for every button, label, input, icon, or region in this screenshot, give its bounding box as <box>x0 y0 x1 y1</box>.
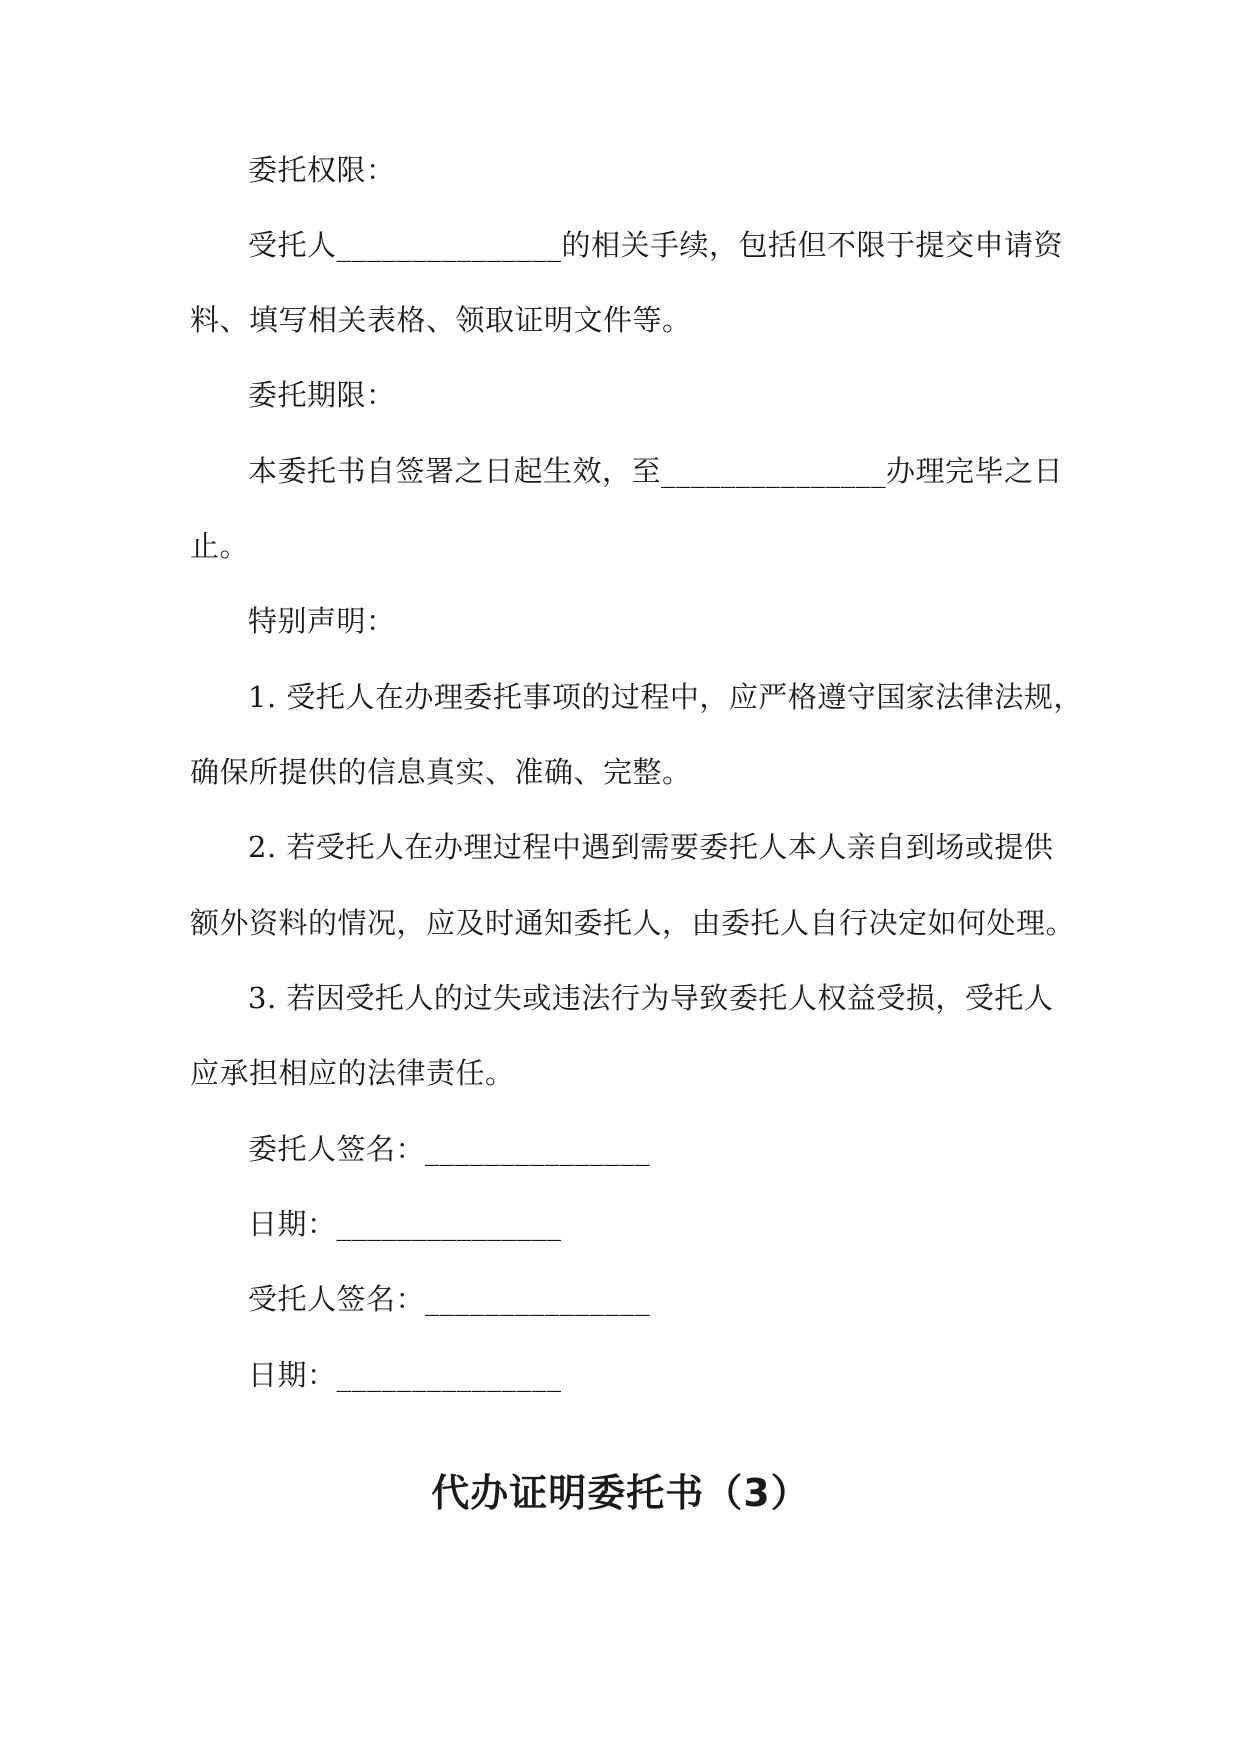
next-document-title: 代办证明委托书（3） <box>431 1471 810 1515</box>
agent-date-line: 日期：_______________ <box>248 1358 562 1392</box>
authority-heading: 委托权限： <box>248 153 396 187</box>
statement-item3-line2: 应承担相应的法律责任。 <box>190 1056 515 1090</box>
statement-heading: 特别声明： <box>248 604 396 638</box>
statement-item1-line2: 确保所提供的信息真实、准确、完整。 <box>190 755 692 789</box>
statement-item3-line1: 3. 若因受托人的过失或违法行为导致委托人权益受损，受托人 <box>248 981 1054 1015</box>
statement-item1-line1: 1. 受托人在办理委托事项的过程中，应严格遵守国家法律法规， <box>248 680 1083 714</box>
term-paragraph-line2: 止。 <box>190 529 250 563</box>
principal-signature-line: 委托人签名：_______________ <box>248 1132 651 1166</box>
term-paragraph-line1: 本委托书自签署之日起生效，至_______________办理完毕之日 <box>248 454 1064 488</box>
statement-item2-line1: 2. 若受托人在办理过程中遇到需要委托人本人亲自到场或提供 <box>248 830 1054 864</box>
statement-item2-line2: 额外资料的情况，应及时通知委托人，由委托人自行决定如何处理。 <box>190 906 1076 940</box>
principal-date-line: 日期：_______________ <box>248 1207 562 1241</box>
agent-signature-line: 受托人签名：_______________ <box>248 1282 651 1316</box>
authority-paragraph-line2: 料、填写相关表格、领取证明文件等。 <box>190 303 692 337</box>
term-heading: 委托期限： <box>248 378 396 412</box>
authority-paragraph-line1: 受托人_______________的相关手续，包括但不限于提交申请资 <box>248 228 1064 262</box>
